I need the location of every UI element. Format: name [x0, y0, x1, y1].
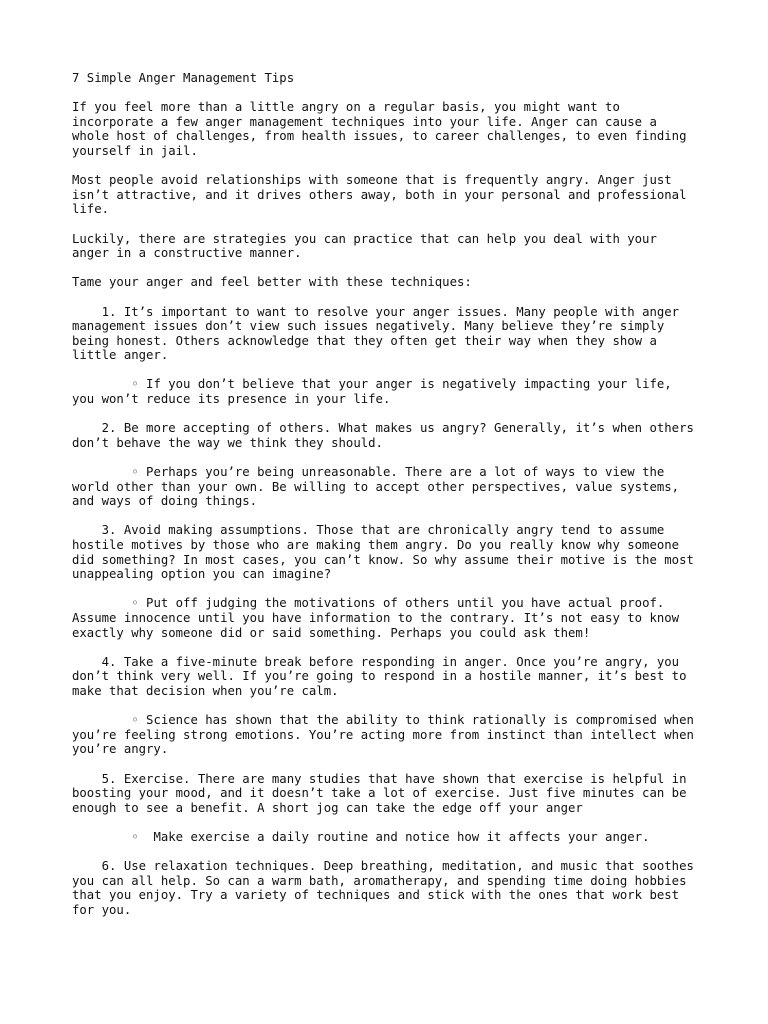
tip-2: 2. Be more accepting of others. What makes us angry? Generally, it’s when others don’t behave the way we think they should. — [72, 421, 702, 450]
tip-5: 5. Exercise. There are many studies that have shown that exercise is helpful in boosting your mood, and it doesn’t take a lot of exercise. Just five minutes can be enough to see a benefit. A short jog can take the edge off your anger — [72, 771, 694, 815]
tip-5-bullet: ◦ Make exercise a daily routine and notice how it affects your anger. — [72, 829, 650, 844]
tip-4: 4. Take a five-minute break before responding in anger. Once you’re angry, you don’t think very well. If you’re going to respond in a hostile manner, it’s best to make that decision when you’re calm. — [72, 654, 694, 698]
tip-1: 1. It’s important to want to resolve your anger issues. Many people with anger management issues don’t view such issues negatively. Many believe they’re simply being honest. Others acknowledge that they often get their way when they show a little anger. — [72, 304, 687, 363]
relationships-paragraph: Most people avoid relationships with someone that is frequently angry. Anger just isn’t attractive, and it drives others away, both in your personal and professional life. — [72, 173, 694, 217]
tip-4-bullet: ◦ Science has shown that the ability to think rationally is compromised when you’re feeling strong emotions. You’re acting more from instinct than intellect when you’re angry. — [72, 713, 702, 757]
document-title: 7 Simple Anger Management Tips — [72, 71, 295, 85]
strategies-paragraph: Luckily, there are strategies you can practice that can help you deal with your anger in a constructive manner. — [72, 231, 665, 261]
tip-2-bullet: ◦ Perhaps you’re being unreasonable. There are a lot of ways to view the world other than your own. Be willing to accept other perspectives, value systems, and ways of doing things. — [72, 465, 687, 509]
tip-6: 6. Use relaxation techniques. Deep breathing, meditation, and music that soothes you can all help. So can a warm bath, aromatherapy, and spending time doing hobbies that you enjoy. Try a variety of techniques and stick with the ones that work best for you. — [72, 859, 702, 917]
tip-3-bullet: ◦ Put off judging the motivations of others until you have actual proof. Assume innocence until you have information to the contrary. It’s not easy to know exactly why someone did or said something. Perhaps you could ask them! — [72, 596, 687, 640]
document-page — [72, 71, 700, 932]
tip-1-bullet: ◦ If you don’t believe that your anger is negatively impacting your life, you won’t reduce its presence in your life. — [72, 377, 680, 407]
intro-paragraph: If you feel more than a little angry on a regular basis, you might want to incorporate a few anger management techniques into your life. Anger can cause a whole host of challenges, from health issues, to career challenges, to even finding yourself in jail. — [72, 100, 694, 158]
techniques-intro: Tame your anger and feel better with these techniques: — [72, 275, 472, 290]
tip-3: 3. Avoid making assumptions. Those that are chronically angry tend to assume hostile motives by those who are making them angry. Do you really know why someone did something? In most cases, you can’t know. So why assume their motive is the most unappealing option you can imagine? — [72, 523, 702, 582]
